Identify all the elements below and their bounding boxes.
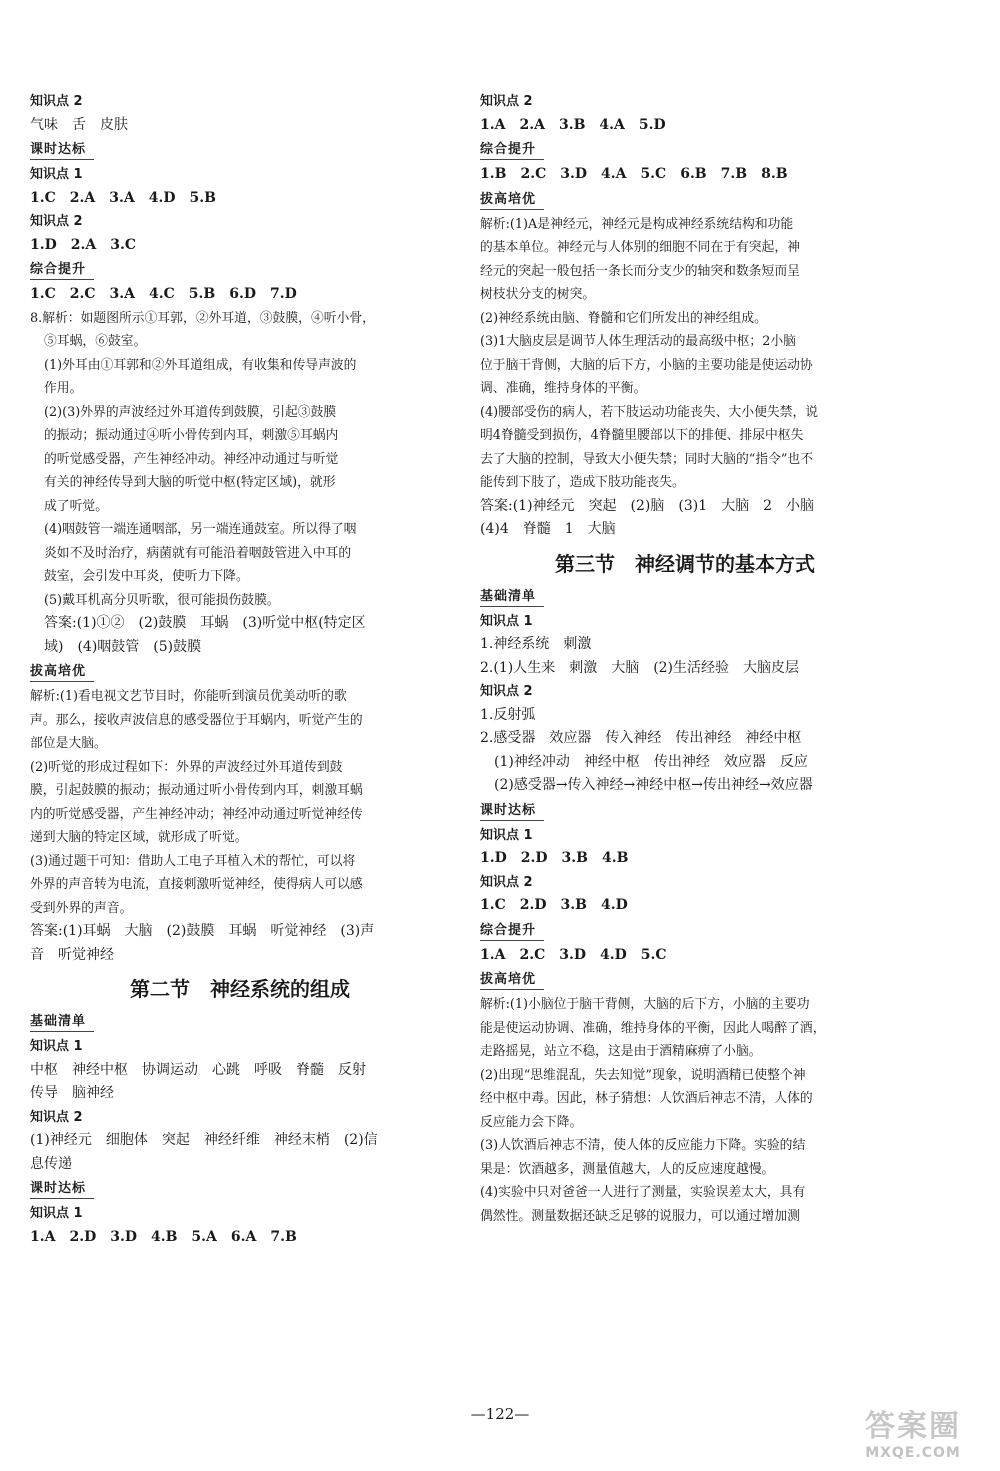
section-title: 第二节 神经系统的组成 (130, 977, 350, 1001)
explanation-line: 外界的声音转为电流，直接刺激听觉神经，使得病人可以感 (30, 877, 363, 892)
explanation-line: 受到外界的声音。 (30, 900, 133, 916)
subsection-heading-wrap (30, 1009, 450, 1035)
subsection-heading: 课时达标 (480, 801, 544, 821)
answer-line: 1.A 2.D 3.D 4.B 5.A 6.A 7.B (30, 1228, 297, 1245)
explanation-line: 解析:(1)小脑位于脑干背侧，大脑的后下方，小脑的主要功 (480, 997, 810, 1012)
knowledge-point-label: 知识点 2 (30, 94, 83, 109)
explanation-line: 解析:(1)看电视文艺节目时，你能听到演员优美动听的歌 (30, 689, 347, 704)
explanation-line: 有关的神经传导到大脑的听觉中枢(特定区域)，就形 (44, 475, 336, 490)
knowledge-point-label: 知识点 1 (30, 1039, 83, 1054)
subsection-heading: 课时达标 (30, 140, 94, 160)
watermark-url: MXQE.COM (865, 1445, 961, 1461)
watermark-logo (838, 1410, 988, 1466)
answer-text-line: (4)4 脊髓 1 大脑 (480, 521, 616, 537)
explanation-line: 明4脊髓受到损伤，4脊髓里腰部以下的排便、排尿中枢失 (480, 428, 804, 443)
explanation-line: (2)(3)外界的声波经过外耳道传到鼓膜，引起③鼓膜 (44, 404, 337, 420)
answer-text-line: 音 听觉神经 (30, 946, 114, 963)
knowledge-point-label: 知识点 2 (480, 684, 533, 699)
explanation-line: (3)通过题干可知：借助人工电子耳植入术的帮忙，可以将 (30, 853, 356, 869)
answer-line: 1.C 2.C 3.A 4.C 5.B 6.D 7.D (30, 286, 297, 302)
answer-text-line: 息传递 (30, 1155, 72, 1172)
watermark-text: 答案圈 (865, 1409, 961, 1444)
knowledge-point-label: 知识点 1 (30, 167, 83, 182)
subsection-heading: 基础清单 (30, 1012, 94, 1032)
explanation-line: 作用。 (44, 381, 83, 396)
answer-line: 1.B 2.C 3.D 4.A 5.C 6.B 7.B 8.B (480, 166, 788, 182)
answer-text-line: (1)神经元 细胞体 突起 神经纤维 神经末梢 (2)信 (30, 1132, 378, 1148)
answer-line: 1.D 2.D 3.B 4.B (480, 850, 629, 866)
explanation-line: (5)戴耳机高分贝听歌，很可能损伤鼓膜。 (44, 592, 280, 608)
explanation-line: (2)出现“思维混乱，失去知觉”现象，说明酒精已使整个神 (480, 1067, 806, 1083)
subsection-heading-wrap (30, 1176, 450, 1202)
explanation-line: 鼓室，会引发中耳炎，使听力下降。 (44, 569, 249, 584)
subsection-heading: 课时达标 (30, 1179, 94, 1199)
explanation-line: 的听觉感受器，产生神经冲动。神经冲动通过与听觉 (44, 451, 339, 467)
explanation-line: 递到大脑的特定区域，就形成了听觉。 (30, 830, 248, 845)
explanation-line: 调、准确，维持身体的平衡。 (480, 381, 647, 396)
explanation-line: 位于脑干背侧，大脑的后下方，小脑的主要功能是使运动协 (480, 357, 813, 373)
answer-text-line: 答案:(1)神经元 突起 (2)脑 (3)1 大脑 2 小脑 (480, 497, 815, 514)
subsection-heading-wrap (480, 584, 890, 610)
explanation-line: (2)听觉的形成过程如下：外界的声波经过外耳道传到鼓 (30, 759, 343, 775)
subsection-heading-wrap (480, 137, 890, 163)
knowledge-point-label: 知识点 1 (480, 827, 533, 843)
answer-text-line: 域) (4)咽鼓管 (5)鼓膜 (44, 638, 202, 655)
explanation-line: (3)人饮酒后神志不清，使人体的反应能力下降。实验的结 (480, 1138, 806, 1153)
knowledge-point-label: 知识点 1 (30, 1206, 83, 1221)
answer-line: 1.A 2.A 3.B 4.A 5.D (480, 116, 666, 133)
explanation-line: 声。那么，接收声波信息的感受器位于耳蜗内，听觉产生的 (30, 712, 363, 728)
answer-text-line: 传导 脑神经 (30, 1085, 114, 1101)
knowledge-point-label: 知识点 2 (30, 1109, 83, 1125)
explanation-line: 能传到下肢了，造成下肢功能丧失。 (480, 475, 685, 490)
answer-text-line: 2.(1)人生来 刺激 大脑 (2)生活经验 大脑皮层 (480, 659, 800, 676)
section-title: 第三节 神经调节的基本方式 (555, 551, 815, 576)
subsection-heading: 综合提升 (480, 140, 544, 160)
answer-text-line: (1)神经冲动 神经中枢 传出神经 效应器 反应 (494, 753, 808, 770)
explanation-line: 经中枢中毒。因此，林子猜想：人饮酒后神志不清，人体的 (480, 1091, 813, 1106)
answer-text-line: 答案:(1)①② (2)鼓膜 耳蜗 (3)听觉中枢(特定区 (44, 615, 366, 631)
explanation-line: 部位是大脑。 (30, 736, 107, 751)
subsection-heading-wrap (480, 918, 890, 944)
subsection-heading-wrap (30, 137, 450, 163)
subsection-heading-wrap (30, 659, 450, 685)
explanation-line: (1)外耳由①耳郭和②外耳道组成，有收集和传导声波的 (44, 357, 357, 373)
right-column (480, 90, 890, 1228)
explanation-line: 偶然性。测量数据还缺乏足够的说服力，可以通过增加测 (480, 1208, 800, 1224)
explanation-line: ⑤耳蜗，⑥鼓室。 (44, 334, 147, 349)
subsection-heading-wrap (30, 257, 450, 283)
answer-line: 1.C 2.A 3.A 4.D 5.B (30, 189, 216, 206)
explanation-line: 膜，引起鼓膜的振动；振动通过听小骨传到内耳，刺激耳蜗 (30, 783, 363, 798)
knowledge-point-label: 知识点 2 (30, 214, 83, 229)
left-column (30, 90, 450, 1249)
explanation-line: 的基本单位。神经元与人体别的细胞不同在于有突起，神 (480, 240, 800, 255)
page-number: —122— (470, 1405, 530, 1423)
subsection-heading: 拔高培优 (480, 970, 544, 990)
subsection-heading: 拔高培优 (30, 662, 94, 682)
subsection-heading: 综合提升 (30, 260, 94, 280)
explanation-line: 去了大脑的控制，导致大小便失禁；同时大脑的“指令”也不 (480, 451, 814, 467)
explanation-line: 果是：饮酒越多，测量值越大，人的反应速度越慢。 (480, 1161, 775, 1177)
explanation-line: 成了听觉。 (44, 498, 108, 514)
subsection-heading: 综合提升 (480, 921, 544, 941)
explanation-line: (4)咽鼓管一端连通咽部，另一端连通鼓室。所以得了咽 (44, 522, 357, 537)
explanation-line: 8.解析：如题图所示①耳郭，②外耳道，③鼓膜，④听小骨， (30, 310, 375, 326)
subsection-heading-wrap (480, 967, 890, 993)
explanation-line: 走路摇晃，站立不稳，这是由于酒精麻痹了小脑。 (480, 1044, 762, 1059)
subsection-heading-wrap (480, 187, 890, 213)
answer-text-line: 2.感受器 效应器 传入神经 传出神经 神经中枢 (480, 730, 802, 746)
answer-line: 1.D 2.A 3.C (30, 236, 136, 253)
subsection-heading: 拔高培优 (480, 190, 544, 210)
subsection-heading-wrap (480, 798, 890, 824)
answer-text-line: 气味 舌 皮肤 (30, 116, 128, 133)
explanation-line: (4)实验中只对爸爸一人进行了测量，实验误差太大，具有 (480, 1185, 806, 1200)
explanation-line: 树枝状分支的树突。 (480, 287, 596, 302)
explanation-line: (4)腰部受伤的病人，若下肢运动功能丧失、大小便失禁，说 (480, 404, 819, 420)
explanation-line: 内的听觉感受器，产生神经冲动；神经冲动通过听觉神经传 (30, 806, 363, 822)
explanation-line: 反应能力会下降。 (480, 1114, 583, 1130)
subsection-heading: 基础清单 (480, 587, 544, 607)
explanation-line: (3)1大脑皮层是调节人体生理活动的最高级中枢；2小脑 (480, 334, 796, 349)
explanation-line: (2)神经系统由脑、脊髓和它们所发出的神经组成。 (480, 310, 767, 326)
answer-line: 1.C 2.D 3.B 4.D (480, 897, 628, 913)
explanation-line: 的振动；振动通过④听小骨传到内耳，刺激⑤耳蜗内 (44, 428, 339, 443)
knowledge-point-label: 知识点 2 (480, 94, 533, 109)
answer-text-line: 答案:(1)耳蜗 大脑 (2)鼓膜 耳蜗 听觉神经 (3)声 (30, 923, 375, 939)
answer-line: 1.A 2.C 3.D 4.D 5.C (480, 946, 667, 963)
explanation-line: 能是使运动协调、准确，维持身体的平衡，因此人喝醉了酒， (480, 1020, 826, 1036)
answer-text-line: 中枢 神经中枢 协调运动 心跳 呼吸 脊髓 反射 (30, 1061, 366, 1078)
knowledge-point-label: 知识点 1 (480, 613, 533, 629)
answer-text-line: (2)感受器→传入神经→神经中枢→传出神经→效应器 (494, 777, 813, 793)
answer-text-line: 1.反射弧 (480, 706, 536, 723)
answer-text-line: 1.神经系统 刺激 (480, 636, 592, 652)
explanation-line: 解析:(1)A是神经元，神经元是构成神经系统结构和功能 (480, 216, 794, 232)
knowledge-point-label: 知识点 2 (480, 874, 533, 890)
explanation-line: 炎如不及时治疗，病菌就有可能沿着咽鼓管进入中耳的 (44, 545, 352, 561)
explanation-line: 经元的突起一般包括一条长而分支少的轴突和数条短而呈 (480, 263, 800, 279)
